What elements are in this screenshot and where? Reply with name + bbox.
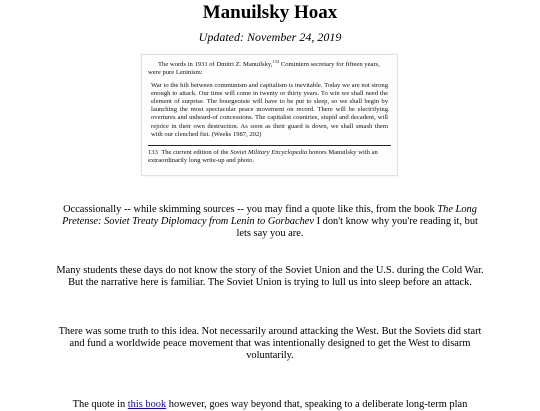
paragraph-intro-text: Occassionally -- while skimming sources -- you may find a quote like this, from the book: [63, 204, 438, 215]
scanned-book-excerpt-image: [141, 54, 398, 176]
paragraph-cold-war: Many students these days do not know the story of the Soviet Union and the U.S. during the Cold War. But the narrative here is familiar. The Soviet Union is trying to lull us into sleep before an attack.: [56, 265, 484, 288]
paragraph-intro: [56, 204, 484, 240]
scan-quote: War to the hilt between communism and capitalism is inevitable. Today we are not strong enough to attack. Our time will come in twenty or thirty years. To win we shall need the element of surprise. The bourgeoisie will have to be put to sleep, so we shall begin by launching the most spectacular peace movement on record. There will be electrifying overtures and unheard-of concessions. The capitalist countries, stupid and decadent, will rejoice in their own destruction. As soon as their guard is down, we shall smash them with our clenched fist. (Weeks 1987, 202): [151, 81, 388, 138]
scan-intro: [148, 58, 391, 78]
paragraph-quote-source-rest: however, goes way beyond that, speaking to a deliberate long-term plan: [166, 399, 468, 410]
paragraph-peace-movement: There was some truth to this idea. Not necessarily around attacking the West. But the Soviets did start and fund a worldwide peace movement that was intentionally designed to get the West to disarm voluntarily.: [58, 326, 482, 361]
scan-footnote-divider: [148, 145, 391, 146]
paragraph-quote-source: [56, 399, 484, 411]
scan-footnote-number: 133: [148, 149, 158, 157]
scan-footnote-marker: 133: [272, 59, 280, 64]
book-title: The Long Pretense: Soviet Treaty Diplomacy from Lenin to Gorbachev: [62, 204, 477, 227]
scan-footnote-text: The current edition of the: [161, 149, 231, 157]
paragraph-intro-rest: I don't know why you're reading it, but lets say you are.: [236, 216, 478, 239]
paragraph-quote-source-text: The quote in: [72, 399, 128, 410]
updated-date: Updated: November 24, 2019: [198, 30, 342, 44]
scan-intro-text: The words in 1931 of Dmitri Z. Manuilsky,: [158, 61, 273, 69]
scan-footnote-text-rest: honors Manuilsky with an extraordinarily long write-up and photo.: [148, 149, 378, 165]
scan-footnote: [148, 149, 391, 165]
this-book-link[interactable]: this book: [127, 399, 167, 410]
scan-footnote-title: Soviet Military Encyclopedia: [230, 149, 308, 157]
page-title: Manuilsky Hoax: [202, 2, 338, 23]
scan-intro-rest: Comintern secretary for fifteen years, were pure Leninism:: [148, 61, 380, 77]
